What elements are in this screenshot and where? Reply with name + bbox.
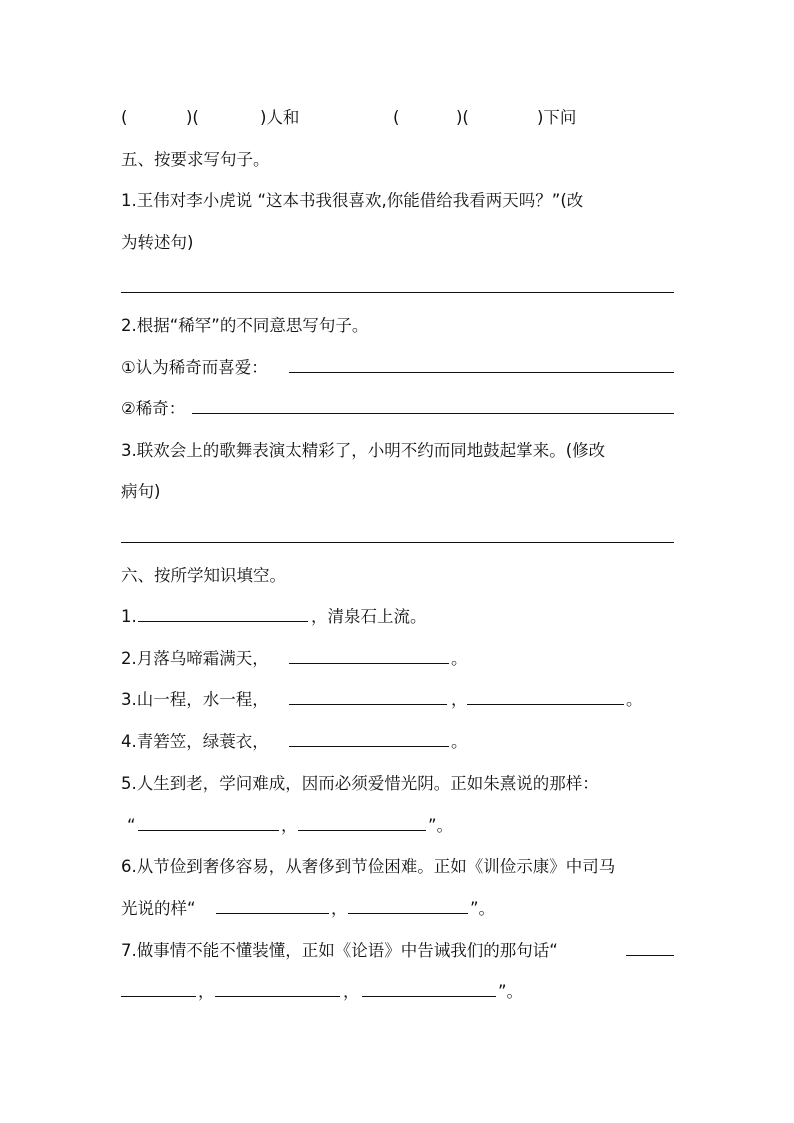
- s6-i2-post: 。: [451, 649, 468, 668]
- s6-i7-blank2[interactable]: [215, 981, 340, 997]
- s5-q1-line2: 为转述句): [121, 233, 194, 252]
- s6-i7-blank1b[interactable]: [121, 981, 196, 997]
- s6-i5-open: “: [127, 816, 136, 835]
- s6-i7-pre: 7.做事情不能不懂装懂，正如《论语》中告诫我们的那句话“: [121, 941, 558, 960]
- s6-i5-line1: 5.人生到老，学问难成，因而必须爱惜光阴。正如朱熹说的那样：: [121, 774, 599, 793]
- idiom-suffix-2: )下问: [537, 108, 577, 127]
- s6-i3-pre: 3.山一程，水一程，: [121, 690, 269, 709]
- s6-i6-blank1[interactable]: [216, 898, 329, 914]
- s6-i3-blank1[interactable]: [289, 689, 447, 705]
- s6-i5-mid: ，: [281, 816, 298, 835]
- s6-i3-blank2[interactable]: [467, 689, 624, 705]
- paren-close-open-2: )(: [186, 108, 199, 127]
- s6-i7-close: ”。: [498, 982, 524, 1001]
- s5-q1-line1: 1.王伟对李小虎说 “这本书我很喜欢,你能借给我看两天吗？”(改: [121, 191, 584, 210]
- section5-title: 五、按要求写句子。: [121, 150, 270, 169]
- s5-q2-b-label: ②稀奇：: [121, 399, 186, 418]
- paren-open-1: (: [121, 108, 128, 127]
- s5-q3-answer-line[interactable]: [121, 542, 674, 543]
- s6-i1-post: ，清泉石上流。: [311, 607, 427, 626]
- s6-i2-blank[interactable]: [289, 648, 449, 664]
- idiom-suffix-1: )人和: [260, 108, 300, 127]
- paren-close-open-4: )(: [456, 108, 469, 127]
- s6-i4-pre: 4.青箬笠，绿蓑衣，: [121, 732, 269, 751]
- s6-i7-mid1: ，: [198, 982, 215, 1001]
- s6-i3-post: 。: [626, 690, 643, 709]
- paren-open-3: (: [393, 108, 400, 127]
- s6-i5-close: ”。: [428, 816, 454, 835]
- section6-title: 六、按所学知识填空。: [121, 566, 286, 585]
- s6-i2-pre: 2.月落乌啼霜满天，: [121, 649, 269, 668]
- s6-i1-pre: 1.: [121, 607, 137, 626]
- s6-i4-blank[interactable]: [289, 731, 449, 747]
- s6-i3-mid: ，: [451, 690, 468, 709]
- s5-q3-line1: 3.联欢会上的歌舞表演太精彩了，小明不约而同地鼓起掌来。(修改: [121, 441, 606, 460]
- s6-i1-blank[interactable]: [138, 606, 308, 622]
- s6-i5-blank2[interactable]: [298, 815, 426, 831]
- s6-i6-pre: 光说的样“: [121, 899, 196, 918]
- s6-i4-post: 。: [451, 732, 468, 751]
- s6-i7-mid2: ，: [343, 982, 360, 1001]
- s6-i6-mid: ，: [331, 899, 348, 918]
- s6-i5-blank1[interactable]: [138, 815, 279, 831]
- s6-i6-line1: 6.从节俭到奢侈容易，从奢侈到节俭困难。正如《训俭示康》中司马: [121, 857, 616, 876]
- s5-q2-a-blank[interactable]: [289, 357, 674, 373]
- s6-i7-blank1a[interactable]: [626, 940, 674, 956]
- s6-i7-blank3[interactable]: [362, 981, 496, 997]
- s5-q2-b-blank[interactable]: [192, 398, 674, 414]
- s5-q1-answer-line[interactable]: [121, 292, 674, 293]
- s5-q2-a-label: ①认为稀奇而喜爱：: [121, 358, 268, 377]
- s6-i6-close: ”。: [470, 899, 496, 918]
- s6-i6-blank2[interactable]: [348, 898, 468, 914]
- s5-q2-title: 2.根据“稀罕”的不同意思写句子。: [121, 316, 369, 335]
- s5-q3-line2: 病句): [121, 482, 161, 501]
